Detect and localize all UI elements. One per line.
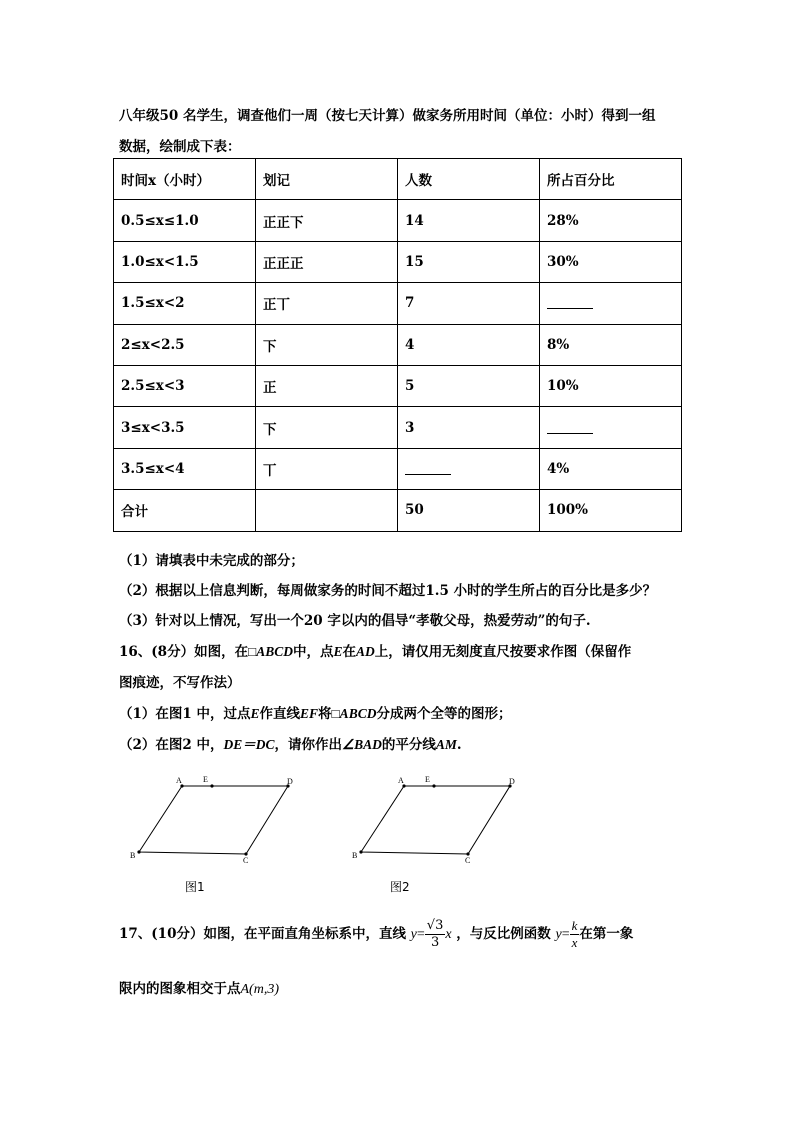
q17-fraction-k-over-x xyxy=(570,918,580,951)
q17-y2: y xyxy=(555,927,562,942)
q17-x2: x xyxy=(571,935,578,950)
label-c: C xyxy=(465,856,471,865)
header-time-label: 时间x（小时） xyxy=(121,173,211,190)
intro-line-1: 八年级50 名学生，调查他们一周（按七天计算）做家务所用时间（单位：小时）得到一组 xyxy=(119,108,656,124)
total-label: 合计 xyxy=(114,490,256,531)
answer-blank[interactable] xyxy=(547,423,593,434)
q16-p1-parallelogram: □ABCD xyxy=(331,706,377,721)
q17-mid: ，与反比例函数 xyxy=(456,926,551,942)
figure-1-parallelogram xyxy=(125,770,305,870)
q17-line-2 xyxy=(119,977,279,998)
q17-x1: x xyxy=(445,927,452,942)
q16-p1-c: 将 xyxy=(318,706,332,722)
q17-line2-text: 限内的图象相交于点 xyxy=(119,981,241,997)
q16-p1-a: （1）在图1 中，过点 xyxy=(119,706,251,722)
row-range: 1.0≤x<1.5 xyxy=(114,241,256,282)
q16-part2 xyxy=(119,733,462,753)
row-tally: 正丅 xyxy=(256,283,398,324)
row-percent: 4% xyxy=(540,448,682,489)
row-range: 1.5≤x<2 xyxy=(114,283,256,324)
q16-p2-d: . xyxy=(456,737,462,753)
header-time xyxy=(114,159,256,200)
table-row xyxy=(114,324,682,365)
table-header-row xyxy=(114,159,682,200)
row-tally: 下 xyxy=(256,324,398,365)
q16-head-d: 上，请仅用无刻度直尺按要求作图（保留作 xyxy=(374,644,632,660)
q16-p2-c: 的平分线 xyxy=(381,737,436,753)
row-tally: 丅 xyxy=(256,448,398,489)
q17-eq2: = xyxy=(561,927,570,942)
table-total-row xyxy=(114,490,682,531)
row-count-blank[interactable] xyxy=(398,448,540,489)
figure-2-parallelogram xyxy=(347,770,527,870)
row-percent-blank[interactable] xyxy=(540,407,682,448)
q16-segment-ad: AD xyxy=(356,644,375,659)
row-percent: 30% xyxy=(540,241,682,282)
row-range: 0.5≤x≤1.0 xyxy=(114,200,256,241)
total-count: 50 xyxy=(398,490,540,531)
q17-heading xyxy=(119,918,633,951)
table-row xyxy=(114,283,682,324)
time-frequency-table xyxy=(113,158,682,532)
label-d: D xyxy=(509,777,515,786)
q16-head-c: 在 xyxy=(342,644,357,660)
q16-head-a: 16、(8分）如图，在 xyxy=(119,644,249,660)
q17-den: 3 xyxy=(430,935,440,950)
figure-1-caption: 图1 xyxy=(185,880,205,894)
row-count: 4 xyxy=(398,324,540,365)
q17-fraction-sqrt3-over-3 xyxy=(425,918,446,951)
q16-line-2: 图痕迹，不写作法） xyxy=(119,675,241,691)
q15-part2: （2）根据以上信息判断，每周做家务的时间不超过1.5 小时的学生所占的百分比是多少？ xyxy=(119,583,657,599)
q17-y1: y xyxy=(410,927,417,942)
header-percent: 所占百分比 xyxy=(540,159,682,200)
row-range: 3≤x<3.5 xyxy=(114,407,256,448)
q17-point: A(m,3) xyxy=(240,982,279,997)
q16-parallelogram: □ABCD xyxy=(248,644,293,659)
row-count: 15 xyxy=(398,241,540,282)
total-percent: 100% xyxy=(540,490,682,531)
q16-head-b: 中，点 xyxy=(293,644,334,660)
label-b: B xyxy=(130,851,136,860)
q16-p1-e: E xyxy=(250,706,260,721)
q17-tail: 在第一象 xyxy=(579,926,634,942)
q16-heading xyxy=(119,640,631,660)
row-count: 7 xyxy=(398,283,540,324)
table-row xyxy=(114,365,682,406)
q16-p2-b: ，请你作出 xyxy=(274,737,343,753)
q16-p2-am: AM xyxy=(435,737,457,752)
row-count: 14 xyxy=(398,200,540,241)
q15-part1: （1）请填表中未完成的部分； xyxy=(119,553,304,569)
row-percent-blank[interactable] xyxy=(540,283,682,324)
label-c: C xyxy=(243,856,249,865)
q16-p1-d: 分成两个全等的图形； xyxy=(376,706,512,722)
q17-head: 17、(10分）如图，在平面直角坐标系中，直线 xyxy=(119,926,406,942)
row-range: 2≤x<2.5 xyxy=(114,324,256,365)
row-range: 3.5≤x<4 xyxy=(114,448,256,489)
row-tally: 正正正 xyxy=(256,241,398,282)
header-tally: 划记 xyxy=(256,159,398,200)
q16-p2-angle: ∠BAD xyxy=(342,737,382,752)
row-count: 3 xyxy=(398,407,540,448)
table-row xyxy=(114,407,682,448)
answer-blank[interactable] xyxy=(547,298,593,309)
row-percent: 10% xyxy=(540,365,682,406)
table-row xyxy=(114,200,682,241)
q16-part1 xyxy=(119,702,511,722)
row-tally: 下 xyxy=(256,407,398,448)
table-row xyxy=(114,241,682,282)
total-tally xyxy=(256,490,398,531)
q16-p1-ef: EF xyxy=(300,706,319,721)
q16-point-e: E xyxy=(333,644,343,659)
q16-p2-eq: DE＝DC xyxy=(223,737,275,752)
q16-p2-a: （2）在图2 中， xyxy=(119,737,224,753)
label-b: B xyxy=(352,851,358,860)
row-count: 5 xyxy=(398,365,540,406)
answer-blank[interactable] xyxy=(405,464,451,475)
intro-line-2: 数据，绘制成下表： xyxy=(119,139,241,155)
q17-eq: = xyxy=(416,927,425,942)
row-tally: 正正下 xyxy=(256,200,398,241)
label-a: A xyxy=(176,776,182,785)
label-d: D xyxy=(287,777,293,786)
q17-k: k xyxy=(571,918,578,933)
label-e: E xyxy=(203,775,208,784)
figure-2-caption: 图2 xyxy=(390,880,410,894)
table-row xyxy=(114,448,682,489)
label-a: A xyxy=(398,776,404,785)
row-percent: 28% xyxy=(540,200,682,241)
header-count: 人数 xyxy=(398,159,540,200)
q15-part3: （3）针对以上情况，写出一个20 字以内的倡导“孝敬父母，热爱劳动”的句子. xyxy=(119,613,591,629)
q16-p1-b: 作直线 xyxy=(259,706,301,722)
row-range: 2.5≤x<3 xyxy=(114,365,256,406)
row-tally: 正 xyxy=(256,365,398,406)
row-percent: 8% xyxy=(540,324,682,365)
q17-num: √3 xyxy=(426,918,444,933)
label-e: E xyxy=(425,775,430,784)
